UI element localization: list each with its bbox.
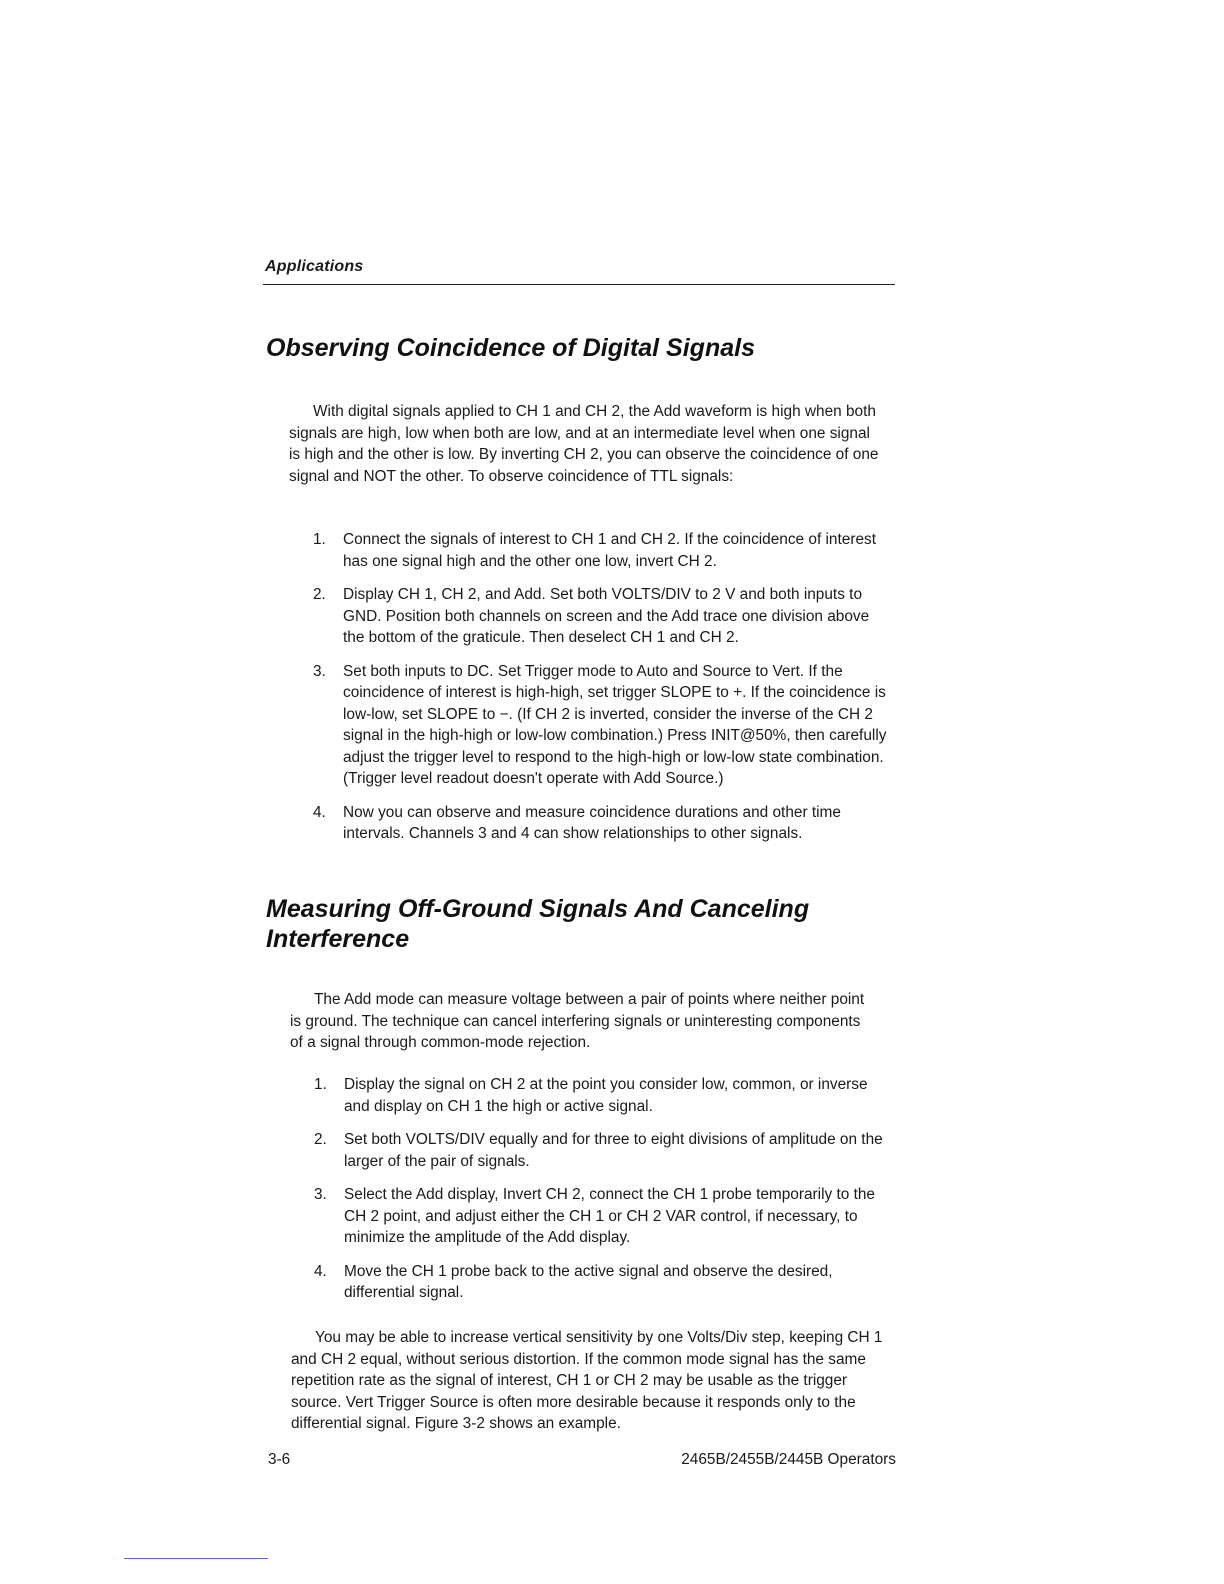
section1-steps-list (313, 529, 893, 845)
section-title-off-ground (266, 894, 809, 954)
list-item (314, 1074, 896, 1117)
list-item-number: 4. (314, 1262, 327, 1280)
list-item (314, 1261, 896, 1304)
list-item-number: 1. (313, 531, 326, 548)
list-item-number: 3. (313, 662, 326, 680)
list-item-text: Move the CH 1 probe back to the active signal and observe the desired, differential signal. (344, 1262, 833, 1301)
bottom-edge-rule (124, 1558, 268, 1559)
section2-closing-paragraph: You may be able to increase vertical sensitivity by one Volts/Div step, keeping CH 1 and CH 2 equal, without serious distortion. If the common mode signal has the same repetition rate as the signal of interest, CH 1 or CH 2 may be usable as the trigger source. Vert Trigger Source is often more desirable because it responds only to the differential signal. Figure 3-2 shows an example. (291, 1329, 883, 1432)
page-number: 3-6 (268, 1451, 291, 1468)
section-title-line-2: Interference (266, 925, 410, 953)
list-item (313, 802, 893, 845)
list-item (313, 529, 893, 572)
list-item-text: Set both VOLTS/DIV equally and for three to eight divisions of amplitude on the larger of the pair of signals. (344, 1131, 883, 1170)
list-item (313, 584, 893, 649)
manual-title: 2465B/2455B/2445B Operators (681, 1451, 896, 1468)
section1-intro-paragraph: With digital signals applied to CH 1 and CH 2, the Add waveform is high when both signals are high, low when both are low, and at an intermediate level when one signal is high and the other is low. By inverting CH 2, you can observe the coincidence of one signal and NOT the other. To observe coincidence of TTL signals: (289, 403, 879, 485)
list-item-text: Select the Add display, Invert CH 2, connect the CH 1 probe temporarily to the CH 2 point, and adjust either the CH 1 or CH 2 VAR control, if necessary, to minimize the amplitude of the Add display. (344, 1186, 875, 1246)
list-item-number: 1. (314, 1076, 327, 1093)
list-item-text: Connect the signals of interest to CH 1 and CH 2. If the coincidence of interest has one signal high and the other one low, invert CH 2. (343, 531, 876, 570)
list-item-text: Set both inputs to DC. Set Trigger mode to Auto and Source to Vert. If the coincidence of interest is high-high, set trigger SLOPE to +. If the coincidence is low-low, set SLOPE to −. (If CH 2 is inverted, consider the inverse of the CH 2 signal in the high-high or low-low combination.) Press INIT@50%, then carefully adjust the trigger level to respond to the high-high or low-low state combination. (Trigger level readout doesn't operate with Add Source.) (343, 662, 887, 787)
list-item-number: 2. (314, 1131, 327, 1148)
header-rule (263, 284, 895, 285)
section-title-line-1: Measuring Off-Ground Signals And Canceling (266, 895, 810, 923)
list-item (313, 661, 893, 790)
section2-steps-list (314, 1074, 896, 1304)
list-item-number: 3. (314, 1186, 327, 1203)
list-item-text: Display CH 1, CH 2, and Add. Set both VOLTS/DIV to 2 V and both inputs to GND. Position both channels on screen and the Add trace one division above the bottom of the graticule. Then deselect CH 1 and CH 2. (343, 586, 870, 646)
list-item-text: Now you can observe and measure coincidence durations and other time intervals. Channels 3 and 4 can show relationships to other signals. (343, 803, 841, 842)
list-item-number: 4. (313, 803, 326, 821)
list-item-text: Display the signal on CH 2 at the point you consider low, common, or inverse and display on CH 1 the high or active signal. (344, 1076, 868, 1115)
list-item (314, 1129, 896, 1172)
list-item (314, 1184, 896, 1249)
list-item-number: 2. (313, 586, 326, 603)
section-title-coincidence: Observing Coincidence of Digital Signals (266, 334, 755, 362)
section2-intro-paragraph: The Add mode can measure voltage between a pair of points where neither point is ground. The technique can cancel interfering signals or uninteresting components of a signal through common-mode rejection. (290, 991, 865, 1051)
running-head: Applications (265, 258, 364, 275)
